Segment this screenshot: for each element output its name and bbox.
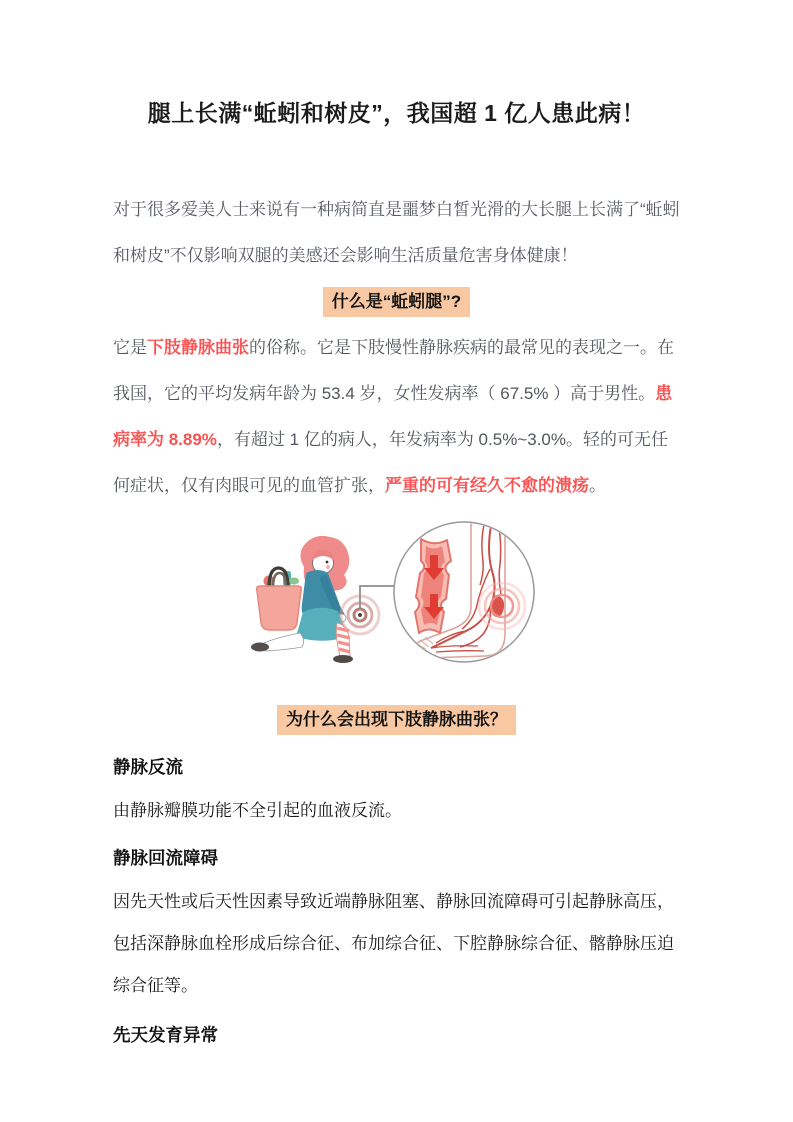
cause-subheading-congenital: 先天发育异常 <box>113 1025 218 1045</box>
section-what-heading-row <box>113 287 680 317</box>
section-what-paragraph: 它是下肢静脉曲张的俗称。它是下肢慢性静脉疾病的最常见的表现之一。在我国，它的平均发病年龄为 53.4 岁，女性发病率（ 67.5% ）高于男性。患病率为 8.89%，有超过 1 亿的病人，年发病率为 0.5%~3.0%。轻的可无任何症状，仅有肉眼可见的血管扩张，严重的可有经久不愈的溃疡。 <box>113 338 674 495</box>
section-why-heading: 为什么会出现下肢静脉曲张？ <box>277 705 516 735</box>
cause-subheading-reflux: 静脉反流 <box>113 757 183 777</box>
page-title: 腿上长满“蚯蚓和树皮”，我国超 1 亿人患此病！ <box>147 100 646 126</box>
shopping-bag <box>257 568 302 630</box>
varicose-veins-illustration-svg <box>240 509 540 691</box>
cause-body-reflux: 由静脉瓣膜功能不全引起的血液反流。 <box>113 801 402 820</box>
cause-subheading-obstruction: 静脉回流障碍 <box>113 848 218 868</box>
varicose-veins-illustration <box>240 509 540 691</box>
section-why-heading-row <box>113 705 680 735</box>
magnified-inset <box>394 521 534 662</box>
section-what-heading: 什么是“蚯蚓腿”? <box>323 287 470 317</box>
intro-paragraph: 对于很多爱美人士来说有一种病简直是噩梦白皙光滑的大长腿上长满了“蚯蚓和树皮”不仅影响双腿的美感还会影响生活质量危害身体健康！ <box>113 200 680 265</box>
cause-body-obstruction: 因先天性或后天性因素导致近端静脉阻塞、静脉回流障碍可引起静脉高压，包括深静脉血栓形成后综合征、布加综合征、下腔静脉综合征、髂静脉压迫综合征等。 <box>113 892 674 995</box>
causes-list <box>113 757 680 1046</box>
